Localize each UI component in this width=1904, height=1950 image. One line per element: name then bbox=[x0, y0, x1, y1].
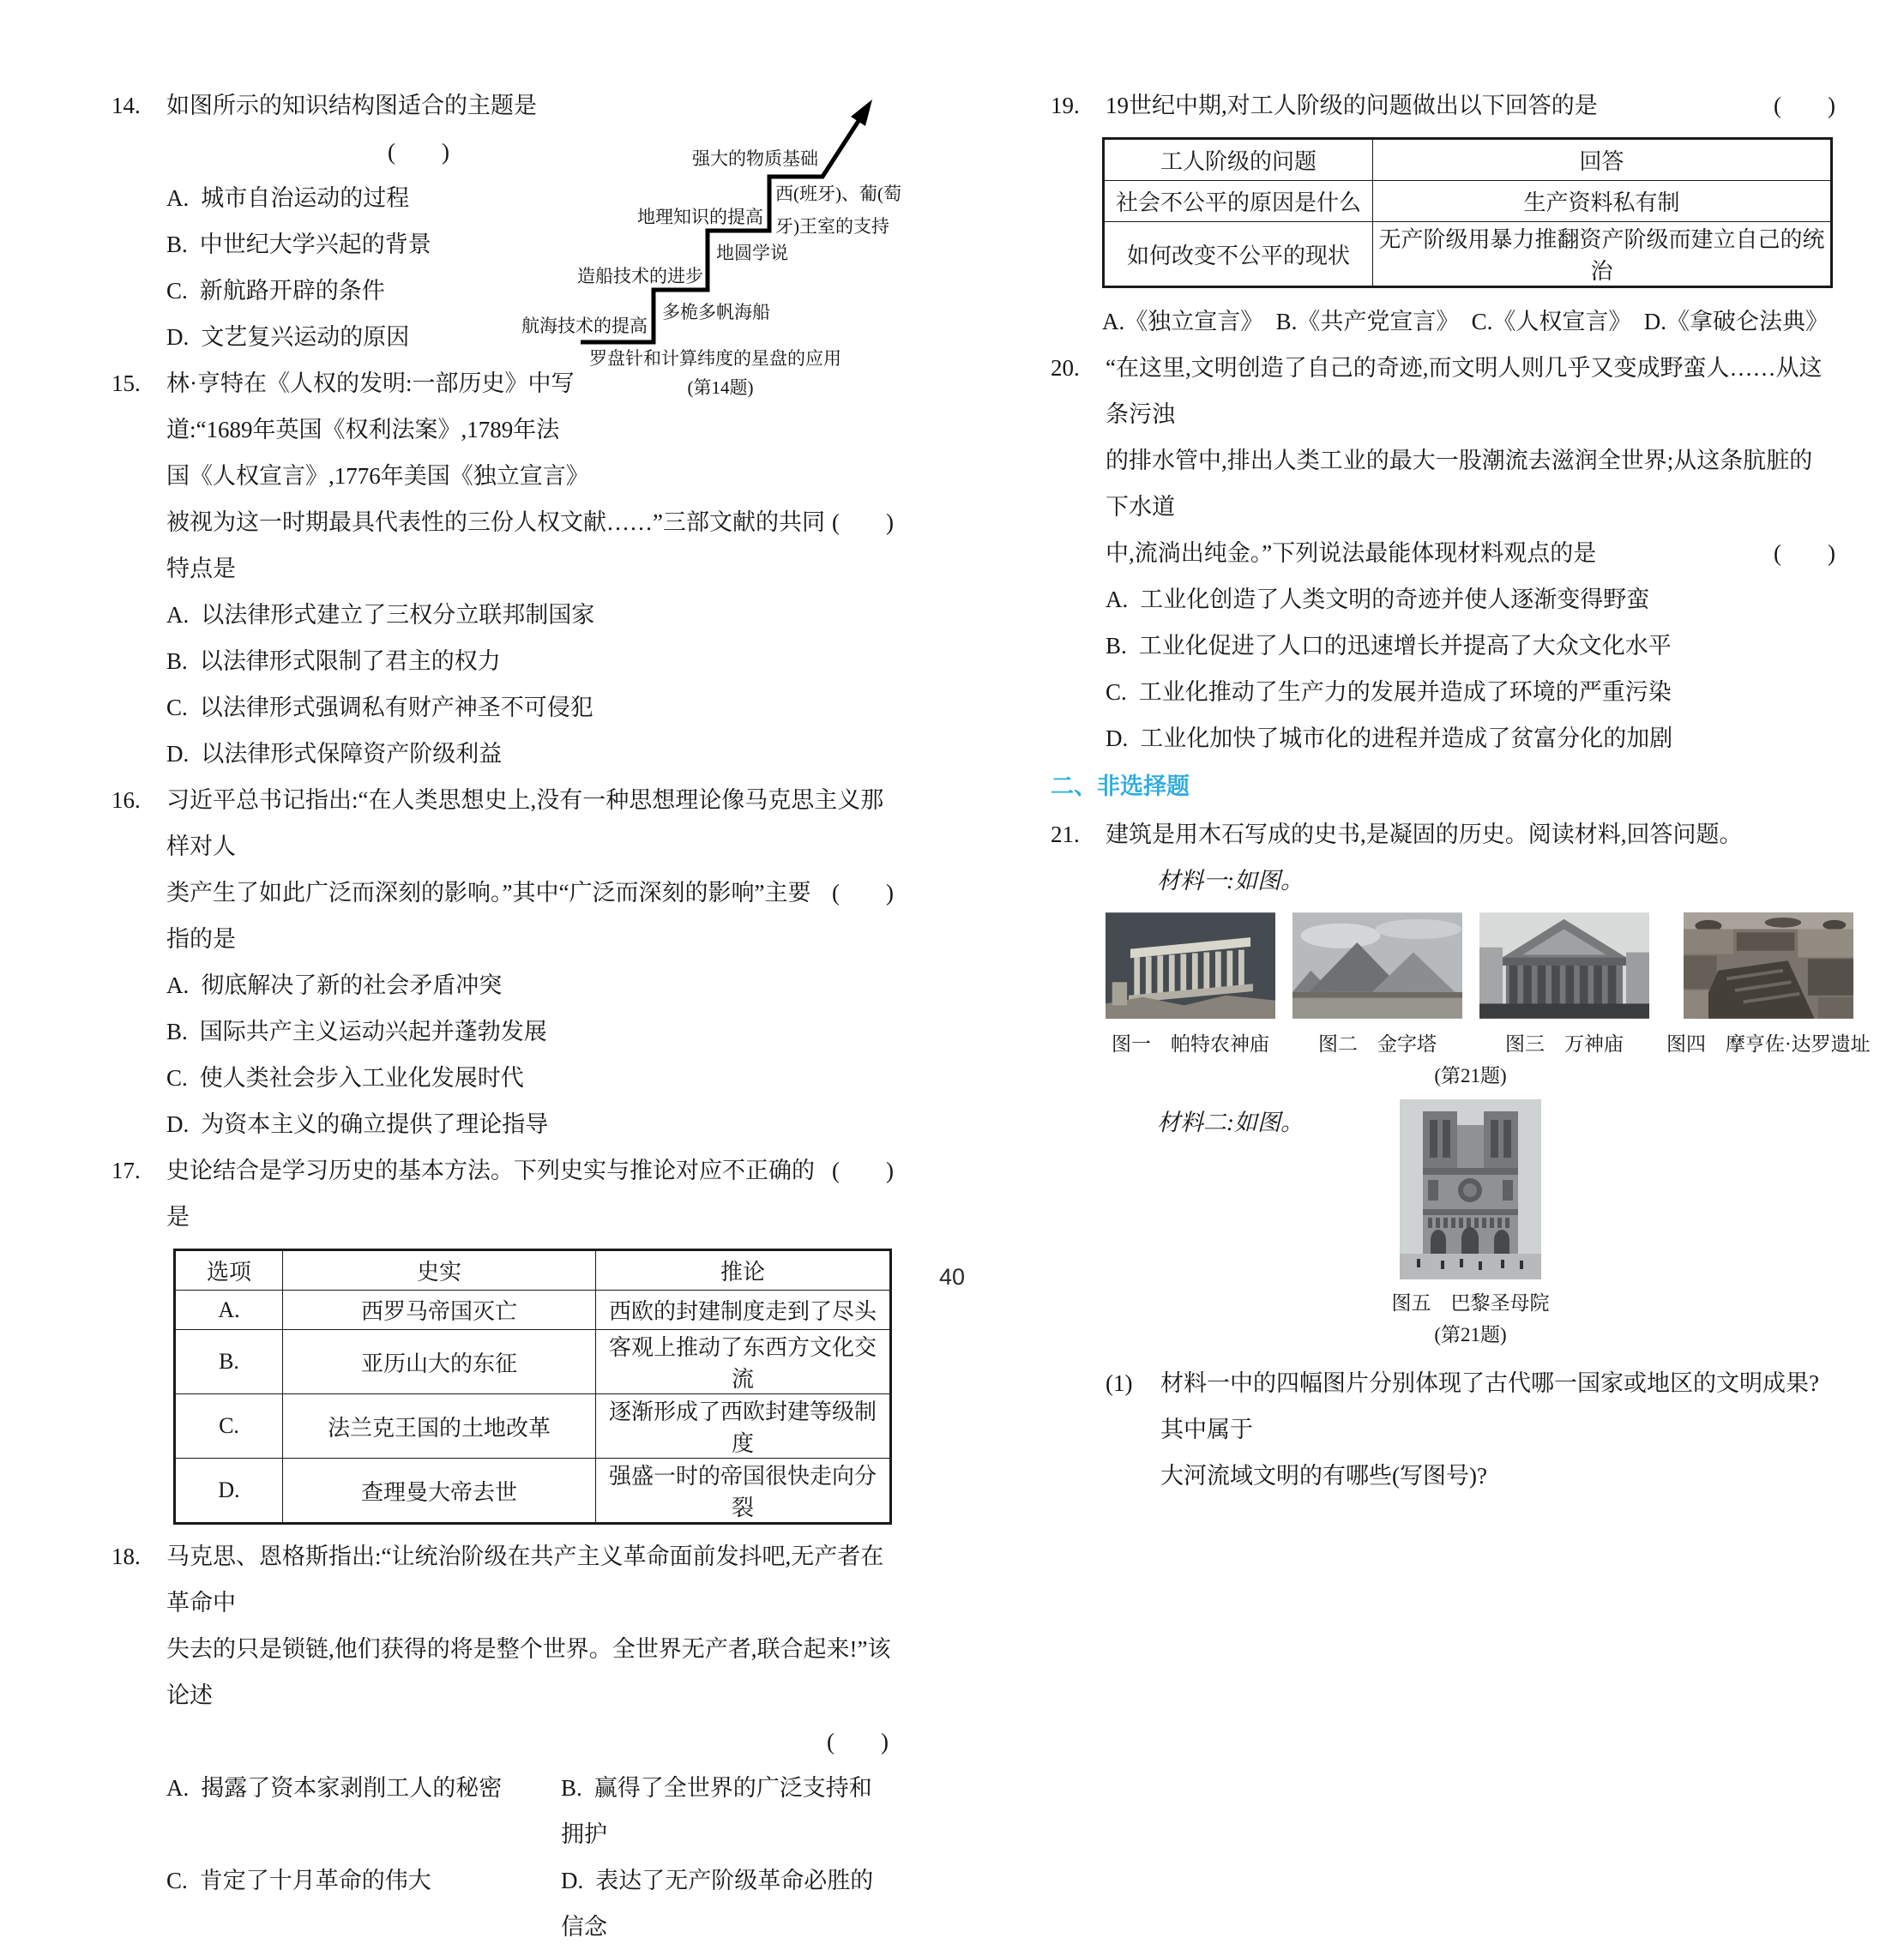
figure-4 bbox=[1666, 911, 1871, 1058]
figure-4-caption: 图四 摩亨佐·达罗遗址 bbox=[1666, 1033, 1871, 1055]
option-b: B. 赢得了全世界的广泛支持和拥护 bbox=[561, 1775, 872, 1847]
option-c: C. 肯定了十月革命的伟大 bbox=[166, 1868, 431, 1893]
step-sublabel: 多桅多帆海船 bbox=[662, 302, 770, 322]
left-column bbox=[111, 82, 901, 1950]
step-sublabel: 罗盘针和计算纬度的星盘的应用 bbox=[589, 348, 841, 369]
question-number: 18. bbox=[111, 1544, 141, 1569]
option-b: B. 中世纪大学兴起的背景 bbox=[166, 232, 431, 257]
option-c: C. 使人类社会步入工业化发展时代 bbox=[166, 1065, 524, 1091]
table-row: 社会不公平的原因是什么 生产资料私有制 bbox=[1104, 181, 1832, 222]
question-number: 14. bbox=[111, 93, 141, 118]
stem-line: 史论结合是学习历史的基本方法。下列史实与推论对应不正确的是 ( ) bbox=[166, 1147, 894, 1240]
answer-bracket: ( ) bbox=[832, 880, 894, 906]
table-row: B. 亚历山大的东征 客观上推动了东西方文化交流 bbox=[175, 1330, 891, 1394]
step-label: 地理知识的提高 bbox=[637, 207, 763, 227]
question-number: 19. bbox=[1051, 93, 1080, 118]
option-d: D. 工业化加快了城市化的进程并造成了贫富分化的加剧 bbox=[1106, 725, 1673, 751]
answer-bracket: ( ) bbox=[1774, 540, 1835, 566]
option-d: D. 表达了无产阶级革命必胜的信念 bbox=[561, 1868, 874, 1940]
question-number: 20. bbox=[1051, 355, 1080, 381]
photo-notre-dame bbox=[1400, 1099, 1541, 1279]
stem-line: 习近平总书记指出:“在人类思想史上,没有一种思想理论像马克思主义那样对人 bbox=[166, 787, 884, 859]
sub-question-label: (1) bbox=[1106, 1370, 1133, 1396]
option-c: C.《人权宣言》 bbox=[1471, 309, 1632, 334]
step-sublabel: 西(班牙)、葡(萄 bbox=[775, 184, 901, 204]
options-row bbox=[1102, 298, 1835, 345]
step-label: 造船技术的进步 bbox=[577, 266, 703, 286]
option-c: C. 工业化推动了生产力的发展并造成了环境的严重污染 bbox=[1106, 679, 1672, 705]
stem-line: 建筑是用木石写成的史书,是凝固的历史。阅读材料,回答问题。 bbox=[1106, 822, 1743, 847]
figure-1 bbox=[1106, 911, 1275, 1058]
sub-question-1 bbox=[1106, 1360, 1835, 1499]
option-b: B.《共产党宣言》 bbox=[1275, 309, 1460, 334]
arrow-head bbox=[851, 99, 872, 126]
stem-line: 19世纪中期,对工人阶级的问题做出以下回答的是 ( ) bbox=[1106, 82, 1835, 129]
material-1-label: 材料一:如图。 bbox=[1157, 868, 1304, 894]
question-18 bbox=[111, 1533, 894, 1950]
answer-bracket: ( ) bbox=[1774, 93, 1835, 118]
question-number: 17. bbox=[111, 1158, 141, 1183]
question-number: 16. bbox=[111, 787, 141, 813]
material-2 bbox=[1106, 1099, 1835, 1350]
step-sublabel: 牙)王室的支持 bbox=[775, 216, 889, 237]
table-header-row: 选项 史实 推论 bbox=[175, 1250, 891, 1291]
option-a: A. 揭露了资本家剥削工人的秘密 bbox=[166, 1775, 503, 1801]
stem-line: 马克思、恩格斯指出:“让统治阶级在共产主义革命面前发抖吧,无产者在革命中 bbox=[166, 1544, 884, 1616]
material-2-note: (第21题) bbox=[1434, 1324, 1507, 1345]
option-d: D. 以法律形式保障资产阶级利益 bbox=[166, 741, 503, 767]
stem-line: 道:“1689年英国《权利法案》,1789年法 bbox=[166, 417, 560, 442]
photo-mohenjo-daro bbox=[1684, 911, 1853, 1020]
section-2-heading: 二、非选择题 bbox=[1051, 773, 1190, 799]
option-a: A. 以法律形式建立了三权分立联邦制国家 bbox=[166, 602, 595, 628]
question-17 bbox=[111, 1147, 894, 1240]
table-row: 如何改变不公平的现状 无产阶级用暴力推翻资产阶级而建立自己的统治 bbox=[1104, 222, 1832, 287]
option-a: A.《独立宣言》 bbox=[1102, 309, 1264, 334]
options-grid bbox=[166, 1765, 894, 1950]
material-1-note: (第21题) bbox=[1434, 1065, 1507, 1086]
option-c: C. 新航路开辟的条件 bbox=[166, 278, 385, 304]
stem-line: 类产生了如此广泛而深刻的影响。”其中“广泛而深刻的影响”主要指的是 ( ) bbox=[166, 870, 894, 962]
sub-question-line: 材料一中的四幅图片分别体现了古代哪一国家或地区的文明成果?其中属于 bbox=[1160, 1370, 1819, 1442]
worker-question-table bbox=[1102, 137, 1833, 288]
figure-3-caption: 图三 万神庙 bbox=[1505, 1033, 1624, 1055]
question-stem: 如图所示的知识结构图适合的主题是 bbox=[166, 93, 537, 118]
material-2-label: 材料二:如图。 bbox=[1157, 1110, 1304, 1135]
answer-bracket: ( ) bbox=[388, 139, 449, 165]
option-b: B. 工业化促进了人口的迅速增长并提高了大众文化水平 bbox=[1106, 633, 1672, 659]
figure-2-caption: 图二 金字塔 bbox=[1318, 1033, 1437, 1055]
sub-question-line: 大河流域文明的有哪些(写图号)? bbox=[1160, 1463, 1487, 1489]
table-row: A. 西罗马帝国灭亡 西欧的封建制度走到了尽头 bbox=[175, 1291, 891, 1330]
figure-3 bbox=[1479, 911, 1649, 1058]
stem-line: 被视为这一时期最具代表性的三份人权文献……”三部文献的共同特点是 ( ) bbox=[166, 499, 894, 592]
page-number: 40 bbox=[938, 1264, 966, 1290]
step-label: 航海技术的提高 bbox=[521, 316, 648, 336]
stem-line: 林·亨特在《人权的发明:一部历史》中写 bbox=[166, 370, 575, 396]
answer-bracket: ( ) bbox=[827, 1729, 889, 1754]
table-row: C. 法兰克王国的土地改革 逐渐形成了西欧封建等级制度 bbox=[175, 1394, 891, 1459]
step-label: 强大的物质基础 bbox=[692, 148, 818, 169]
question-21 bbox=[1051, 811, 1871, 1499]
figure-5 bbox=[1391, 1099, 1550, 1350]
table-header-row: 工人阶级的问题 回答 bbox=[1104, 139, 1832, 181]
option-b: B. 以法律形式限制了君主的权力 bbox=[166, 648, 501, 674]
option-a: A. 城市自治运动的过程 bbox=[166, 185, 410, 211]
option-d: D. 文艺复兴运动的原因 bbox=[166, 324, 410, 350]
question-number: 15. bbox=[111, 370, 141, 396]
photo-parthenon bbox=[1106, 911, 1275, 1020]
figure-1-caption: 图一 帕特农神庙 bbox=[1112, 1033, 1269, 1055]
knowledge-structure-figure bbox=[516, 74, 909, 406]
question-16 bbox=[111, 777, 894, 1147]
figure-5-caption: 图五 巴黎圣母院 bbox=[1391, 1292, 1550, 1314]
answer-bracket: ( ) bbox=[832, 509, 894, 535]
option-c: C. 以法律形式强调私有财产神圣不可侵犯 bbox=[166, 695, 593, 720]
figure-caption: (第14题) bbox=[687, 377, 754, 398]
stem-line: 国《人权宣言》,1776年美国《独立宣言》 bbox=[166, 463, 589, 489]
question-20 bbox=[1051, 345, 1835, 761]
photo-pyramids bbox=[1292, 911, 1462, 1020]
stem-line: 的排水管中,排出人类工业的最大一股潮流去滋润全世界;从这条肮脏的下水道 bbox=[1106, 448, 1813, 520]
option-b: B. 国际共产主义运动兴起并蓬勃发展 bbox=[166, 1019, 547, 1044]
figure-2 bbox=[1292, 911, 1462, 1058]
option-a: A. 工业化创造了人类文明的奇迹并使人逐渐变得野蛮 bbox=[1106, 587, 1650, 612]
photo-pantheon bbox=[1479, 911, 1649, 1020]
option-a: A. 彻底解决了新的社会矛盾冲突 bbox=[166, 972, 503, 998]
stem-line: “在这里,文明创造了自己的奇迹,而文明人则几乎又变成野蛮人……从这条污浊 bbox=[1106, 355, 1823, 427]
option-d: D. 为资本主义的确立提供了理论指导 bbox=[166, 1111, 549, 1137]
answer-bracket: ( ) bbox=[832, 1158, 894, 1183]
material-1-images bbox=[1106, 911, 1871, 1058]
option-d: D.《拿破仑法典》 bbox=[1643, 309, 1829, 334]
question-19 bbox=[1051, 82, 1835, 129]
question-15 bbox=[111, 360, 894, 777]
step-sublabel: 地圆学说 bbox=[716, 243, 788, 263]
question-number: 21. bbox=[1051, 822, 1080, 847]
stem-line: 中,流淌出纯金。”下列说法最能体现材料观点的是 ( ) bbox=[1106, 530, 1835, 576]
stem-line: 失去的只是锁链,他们获得的将是整个世界。全世界无产者,联合起来!”该论述 bbox=[166, 1636, 891, 1708]
table-row: D. 查理曼大帝去世 强盛一时的帝国很快走向分裂 bbox=[175, 1459, 891, 1524]
